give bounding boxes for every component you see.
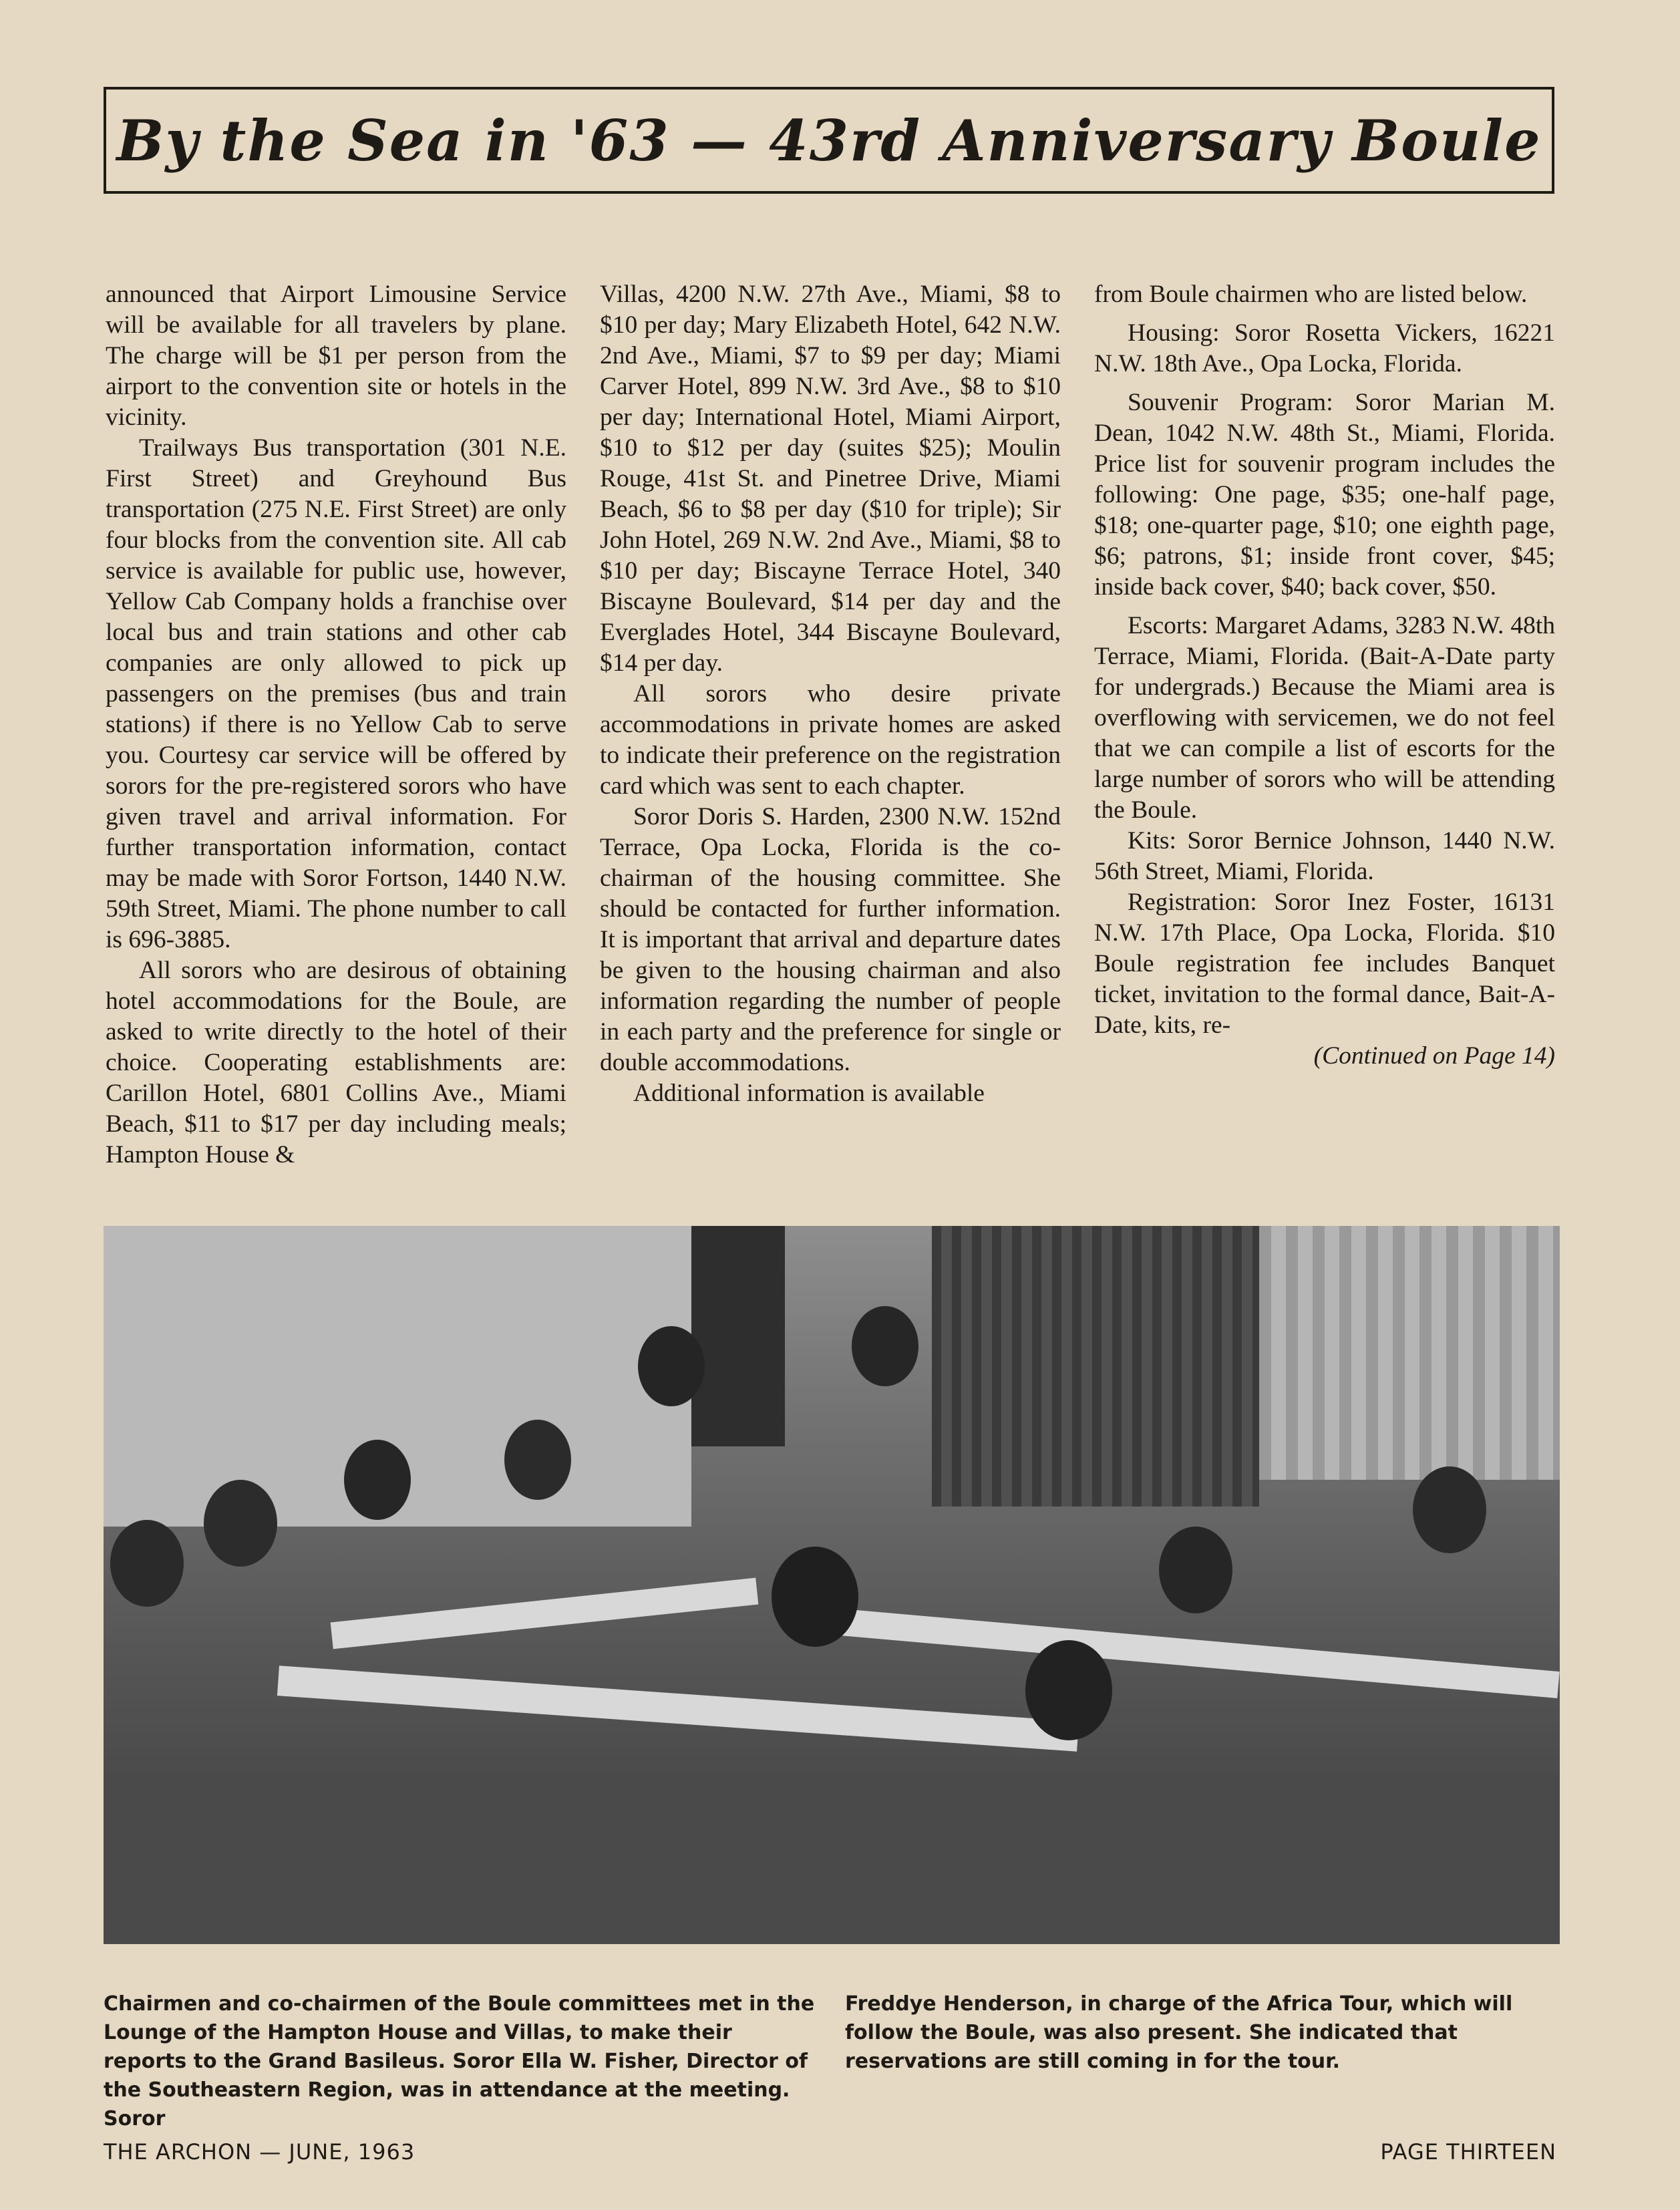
paragraph: Trailways Bus transportation (301 N.E. First Street) and Greyhound Bus transportation (275 N.E. First Street) are only four blocks from the convention site. All cab service is available for public use, however, Yellow Cab Company holds a franchise over local bus and train stations and other cab companies are only allowed to pick up passengers on the premises (bus and train stations) if there is no Yellow Cab to serve you. Courtesy car service will be offered by sorors for the pre-registered sorors who have given travel and arrival information. For further transportation information, contact may be made with Soror Fortson, 1440 N.W. 59th Street, Miami. The phone number to call is 696-3885.	[106, 434, 566, 953]
title-box	[104, 87, 1554, 194]
continued-note: (Continued on Page 14)	[1313, 1042, 1555, 1070]
photo-person	[852, 1306, 918, 1386]
photo-table	[838, 1609, 1559, 1698]
photo-table	[331, 1578, 759, 1649]
photo-person	[504, 1420, 571, 1500]
column-1	[106, 279, 566, 1170]
photo-person	[1413, 1466, 1486, 1553]
paragraph: Kits: Soror Bernice Johnson, 1440 N.W. 56th Street, Miami, Florida.	[1094, 827, 1555, 885]
column-2	[600, 279, 1061, 1109]
paragraph: Escorts: Margaret Adams, 3283 N.W. 48th Terrace, Miami, Florida. (Bait-A-Date party for undergrads.) Because the Miami area is overflowing with servicemen, we do not feel that we can compile a list of escorts for the large number of sorors who will be attending the Boule.	[1094, 612, 1555, 824]
photo-person	[1159, 1527, 1232, 1613]
photo-floor	[104, 1774, 1560, 1944]
photo-person	[638, 1326, 705, 1406]
footer-page-number: PAGE THIRTEEN	[1380, 2139, 1556, 2165]
photo-caption-left: Chairmen and co-chairmen of the Boule committees met in the Lounge of the Hampton House and Villas, to make their reports to the Grand Basileus. Soror Ella W. Fisher, Director of the Southeastern Region, was in attendance at the meeting. Soror	[104, 1992, 815, 2130]
column-3	[1094, 279, 1555, 1072]
paragraph: Villas, 4200 N.W. 27th Ave., Miami, $8 to $10 per day; Mary Elizabeth Hotel, 642 N.W. 2nd Ave., Miami, $7 to $9 per day; Miami Carver Hotel, 899 N.W. 3rd Ave., $8 to $10 per day; International Hotel, Miami Airport, $10 to $12 per day (suites $25); Moulin Rouge, 41st St. and Pinetree Drive, Miami Beach, $6 to $8 per day ($10 for triple); Sir John Hotel, 269 N.W. 2nd Ave., Miami, $8 to $10 per day; Biscayne Terrace Hotel, 340 Biscayne Boulevard, $14 per day and the Everglades Hotel, 344 Biscayne Boulevard, $14 per day.	[600, 281, 1061, 677]
paragraph: All sorors who desire private accommodations in private homes are asked to indicate their preference on the registration card which was sent to each chapter.	[600, 680, 1061, 800]
paragraph: announced that Airport Limousine Service will be available for all travelers by plane. The charge will be $1 per person from the airport to the convention site or hotels in the vicinity.	[106, 281, 566, 431]
footer-publication: THE ARCHON — JUNE, 1963	[104, 2139, 415, 2165]
paragraph: Souvenir Program: Soror Marian M. Dean, 1042 N.W. 48th St., Miami, Florida. Price list for souvenir program includes the following: One page, $35; one-half page, $18; one-quarter page, $10; one eighth page, $6; patrons, $1; inside front cover, $45; inside back cover, $40; back cover, $50.	[1094, 389, 1555, 601]
photo-table	[277, 1666, 1079, 1752]
meeting-photo	[104, 1226, 1560, 1944]
photo-person	[772, 1547, 858, 1647]
paragraph: Soror Doris S. Harden, 2300 N.W. 152nd Terrace, Opa Locka, Florida is the co-chairman of the housing committee. She should be contacted for further information. It is important that arrival and departure dates be given to the housing chairman and also information regarding the number of people in each party and the preference for single or double accommodations.	[600, 803, 1061, 1076]
photo-drape	[1259, 1226, 1560, 1480]
page-title: By the Sea in '63 — 43rd Anniversary Boule	[116, 107, 1542, 174]
photo-person	[344, 1440, 411, 1520]
paragraph: Registration: Soror Inez Foster, 16131 N.W. 17th Place, Opa Locka, Florida. $10 Boule registration fee includes Banquet ticket, invitation to the formal dance, Bait-A-Date, kits, re-	[1094, 889, 1555, 1039]
photo-person	[204, 1480, 277, 1567]
paragraph: All sorors who are desirous of obtaining hotel accommodations for the Boule, are asked to write directly to the hotel of their choice. Cooperating establishments are: Carillon Hotel, 6801 Collins Ave., Miami Beach, $11 to $17 per day including meals; Hampton House &	[106, 957, 566, 1168]
photo-door	[691, 1226, 785, 1446]
paragraph: from Boule chairmen who are listed below.	[1094, 281, 1528, 308]
photo-caption-right: Freddye Henderson, in charge of the Africa Tour, which will follow the Boule, was also present. She indicated that reservations are still coming in for the tour.	[845, 1992, 1513, 2073]
photo-person	[1025, 1640, 1112, 1740]
paragraph: Additional information is available	[633, 1080, 985, 1107]
photo-curtain	[932, 1226, 1259, 1507]
photo-person	[110, 1520, 184, 1607]
paragraph: Housing: Soror Rosetta Vickers, 16221 N.W. 18th Ave., Opa Locka, Florida.	[1094, 319, 1555, 377]
